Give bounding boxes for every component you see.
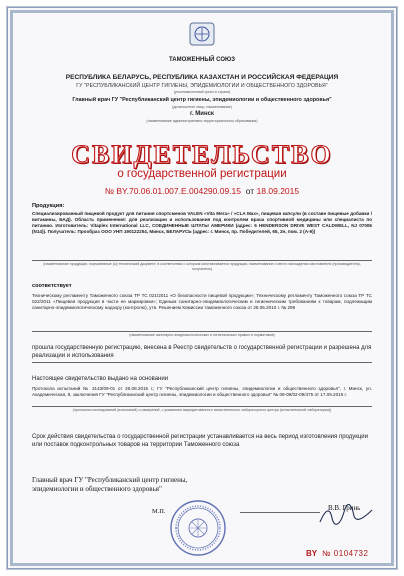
basis-label: Настоящее свидетельство выдано на основании (32, 376, 169, 382)
signatory-name: В.В. Гринь (328, 504, 361, 512)
compliance-text: Техническому регламенту Таможенного союза ТР ТС 021/2011 «О безопасности пищевой продукции»; Техническому регламенту Таможенного союза ТР ТС 022/2011 «Пищевая продукция в части ее маркировки»; Единым санитарно-эпидемиологическим и гигиеническим требованиям к товарам, подлежащим санитарно-эпидемиологическому надзору (контролю), утв. Решением Комиссии таможенного союза от 28.05.2010 г. № 299 (32, 293, 372, 310)
registration-statement: прошла государственную регистрацию, внесена в Реестр свидетельств о государственной регистрации и разрешена для реализации и использования (32, 345, 372, 359)
serial-number: № 0104732 (322, 549, 369, 558)
validity-statement: Срок действия свидетельства о государственной регистрации устанавливается на весь период изготовления продукции или поставок подконтрольных товаров на территории Таможенного союза (32, 434, 369, 448)
certificate-number-line (40, 186, 364, 196)
date-prefix: от (245, 186, 255, 196)
product-label: Продукция: (32, 203, 65, 209)
issuer-caption: (должностное лицо, наименование) (172, 105, 232, 109)
handwritten-signature-icon (318, 502, 374, 530)
stamp-label: М.П. (152, 508, 166, 515)
certificate-title: СВИДЕТЕЛЬСТВО (71, 140, 333, 169)
serial-prefix: BY (306, 549, 318, 558)
official-seal-icon (168, 498, 228, 558)
union-title: ТАМОЖЕННЫЙ СОЮЗ (169, 57, 235, 63)
product-description: Специализированный пищевой продукт для питания спортсменов VALEN «Vita Мега» / «CLA Max», пищевая капсули (в составе пищевые добавки / витамины, БАД). Область применения: для реализации и использования под контролем врача спортивной медицины или специалиста по питанию. Изготовитель: Vitaplex International LLC, СОЕДИНЕННЫЕ ШТАТЫ АМЕРИКИ (адрес: 6 HENDERSON DRIVE WEST CALDWELL, NJ 07006 (N14)). Получатель: Прообраз ООО УНП 190122254, Минск, БЕЛАРУСЬ (адрес: г. Минск, пр. Победителей, 65, 2н, пом. 2 (А-9)) (32, 211, 372, 234)
divider (32, 331, 372, 332)
number-prefix: № (104, 186, 115, 196)
signature-line (240, 512, 320, 513)
basis-text: Протокола испытаний № 3143/09-01 от 26.08.2015 г.; ГУ "Республиканский центр гигиены, эпидемиологии и общественного здоровья", г. Минск, ул. Академическая, 8, заключения ГУ "Республиканский центр гигиены, эпидемиологии и общественного здоровья" № 08-09/02-09/475 от 17.09.2015 г. (32, 386, 372, 397)
institution-caption: (уполномоченный орган и страна) (173, 90, 231, 94)
compliance-caption: (наименование санитарно-эпидемиологических и гигиенических правил и нормативов) (129, 333, 275, 337)
issuer-line: Главный врач ГУ "Республиканский центр гигиены, эпидемиологии и общественного здоровья" (72, 97, 332, 103)
divider (32, 260, 372, 261)
city-caption: (наименование административно-территориального образования) (146, 119, 258, 123)
certificate-subtitle: о государственной регистрации (117, 168, 287, 180)
institution-line: ГУ "РЕСПУБЛИКАНСКИЙ ЦЕНТР ГИГИЕНЫ, ЭПИДЕМИОЛОГИИ И ОБЩЕСТВЕННОГО ЗДОРОВЬЯ" (76, 83, 328, 89)
customs-union-emblem-icon (187, 20, 217, 50)
divider (32, 362, 372, 363)
countries-line: РЕСПУБЛИКА БЕЛАРУСЬ, РЕСПУБЛИКА КАЗАХСТАН И РОССИЙСКАЯ ФЕДЕРАЦИЯ (65, 74, 339, 81)
signatory-position: Главный врач ГУ "Республиканский центр гигиены, эпидемиологии и общественного здоровья" (32, 476, 188, 493)
divider (32, 406, 372, 407)
compliance-label: соответствует (32, 283, 72, 289)
basis-caption: (протоколы исследований (испытаний) и измерений, с указанием аккредитованного испытательного лабораторного центра (испытательной лаборатории)) (72, 408, 332, 412)
certificate-number: BY.70.06.01.007.E.004290.09.15 (116, 186, 242, 196)
product-caption: (наименование продукции, нормативные (ы) технический документ, в соответствии с которым изготавливается продукция, наименование и место нахождения изготовителя (производителя), получатель) (43, 262, 361, 271)
certificate-date: 18.09.2015 (256, 186, 300, 196)
city-line: г. Минск (190, 111, 214, 117)
